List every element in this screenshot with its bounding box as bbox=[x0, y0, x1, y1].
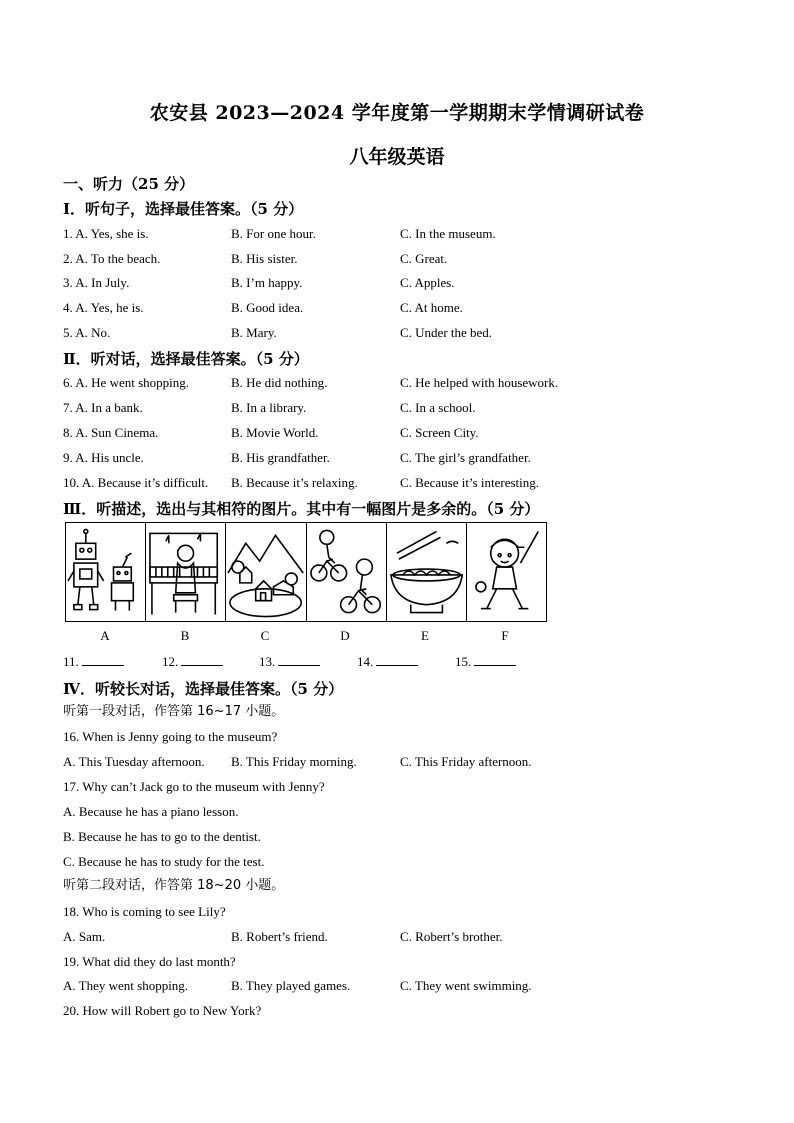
q19-option-c: C. They went swimming. bbox=[400, 978, 532, 993]
q5-option-a: 5. A. No. bbox=[63, 325, 111, 340]
q1-option-c: C. In the museum. bbox=[400, 226, 496, 241]
exam-title: 农安县 2023—2024 学年度第一学期期末学情调研试卷 bbox=[149, 102, 645, 124]
blank-label: 12. bbox=[162, 654, 179, 669]
q6-option-b: B. He did nothing. bbox=[231, 375, 328, 390]
q6-option-a: 6. A. He went shopping. bbox=[63, 375, 190, 390]
q4-option-b: B. Good idea. bbox=[231, 300, 304, 315]
blank-label: 14. bbox=[357, 654, 374, 669]
q8-option-b: B. Movie World. bbox=[231, 425, 319, 440]
q3-option-a: 3. A. In July. bbox=[63, 275, 130, 290]
picture-piano bbox=[146, 523, 226, 621]
q16-option-b: B. This Friday morning. bbox=[231, 754, 357, 769]
section-1-heading: Ⅰ．听句子，选择最佳答案。（5 分） bbox=[63, 200, 304, 218]
picture-letters bbox=[65, 628, 545, 644]
section-4-heading: Ⅳ．听较长对话，选择最佳答案。（5 分） bbox=[63, 680, 344, 698]
picture-letter-a: A bbox=[100, 628, 110, 643]
dialogue-1-intro: 听第一段对话，作答第 16~17 小题。 bbox=[63, 704, 285, 719]
answer-blank-14[interactable] bbox=[357, 653, 418, 670]
exam-subtitle: 八年级英语 bbox=[349, 146, 445, 168]
dialogue-2-intro: 听第二段对话，作答第 18~20 小题。 bbox=[63, 878, 285, 893]
q7-option-a: 7. A. In a bank. bbox=[63, 400, 143, 415]
section-2-heading: Ⅱ．听对话，选择最佳答案。（5 分） bbox=[63, 350, 309, 368]
q5-option-c: C. Under the bed. bbox=[400, 325, 493, 340]
picture-noodles bbox=[387, 523, 467, 621]
q19-stem: 19. What did they do last month? bbox=[63, 954, 236, 969]
answer-blank-12[interactable] bbox=[162, 653, 223, 670]
q10-option-a: 10. A. Because it’s difficult. bbox=[63, 475, 209, 490]
q2-option-a: 2. A. To the beach. bbox=[63, 251, 161, 266]
q17-stem: 17. Why can’t Jack go to the museum with Jenny? bbox=[63, 779, 325, 794]
answer-blank-11[interactable] bbox=[63, 653, 124, 670]
picture-cycling bbox=[307, 523, 387, 621]
q3-option-b: B. I’m happy. bbox=[231, 275, 303, 290]
picture-robots bbox=[66, 523, 146, 621]
part-listening-heading: 一、听力（25 分） bbox=[63, 175, 195, 193]
q18-option-c: C. Robert’s brother. bbox=[400, 929, 503, 944]
q8-option-a: 8. A. Sun Cinema. bbox=[63, 425, 159, 440]
q10-option-c: C. Because it’s interesting. bbox=[400, 475, 540, 490]
q7-option-c: C. In a school. bbox=[400, 400, 476, 415]
blank-label: 13. bbox=[259, 654, 276, 669]
q7-option-b: B. In a library. bbox=[231, 400, 307, 415]
q18-stem: 18. Who is coming to see Lily? bbox=[63, 904, 226, 919]
picture-letter-c: C bbox=[260, 628, 270, 643]
picture-letter-f: F bbox=[501, 628, 509, 643]
q10-option-b: B. Because it’s relaxing. bbox=[231, 475, 358, 490]
picture-letter-d: D bbox=[340, 628, 350, 643]
q4-option-c: C. At home. bbox=[400, 300, 463, 315]
q3-option-c: C. Apples. bbox=[400, 275, 455, 290]
q18-option-a: A. Sam. bbox=[63, 929, 106, 944]
picture-baseball bbox=[467, 523, 546, 621]
q18-option-b: B. Robert’s friend. bbox=[231, 929, 328, 944]
picture-village bbox=[226, 523, 306, 621]
q2-option-c: C. Great. bbox=[400, 251, 448, 266]
blank-label: 15. bbox=[455, 654, 472, 669]
q1-option-b: B. For one hour. bbox=[231, 226, 316, 241]
section-3-heading: Ⅲ．听描述，选出与其相符的图片。其中有一幅图片是多余的。（5 分） bbox=[63, 500, 540, 518]
blank-label: 11. bbox=[63, 654, 79, 669]
q8-option-c: C. Screen City. bbox=[400, 425, 479, 440]
q9-option-c: C. The girl’s grandfather. bbox=[400, 450, 531, 465]
q1-option-a: 1. A. Yes, she is. bbox=[63, 226, 149, 241]
q5-option-b: B. Mary. bbox=[231, 325, 277, 340]
q19-option-a: A. They went shopping. bbox=[63, 978, 189, 993]
q16-stem: 16. When is Jenny going to the museum? bbox=[63, 729, 278, 744]
q16-option-c: C. This Friday afternoon. bbox=[400, 754, 532, 769]
q16-option-a: A. This Tuesday afternoon. bbox=[63, 754, 205, 769]
answer-blank-15[interactable] bbox=[455, 653, 516, 670]
q6-option-c: C. He helped with housework. bbox=[400, 375, 559, 390]
q2-option-b: B. His sister. bbox=[231, 251, 298, 266]
q17-option-c: C. Because he has to study for the test. bbox=[63, 854, 265, 869]
picture-letter-e: E bbox=[421, 628, 429, 643]
q9-option-a: 9. A. His uncle. bbox=[63, 450, 144, 465]
q19-option-b: B. They played games. bbox=[231, 978, 351, 993]
q17-option-b: B. Because he has to go to the dentist. bbox=[63, 829, 261, 844]
q4-option-a: 4. A. Yes, he is. bbox=[63, 300, 144, 315]
q17-option-a: A. Because he has a piano lesson. bbox=[63, 804, 239, 819]
q20-stem: 20. How will Robert go to New York? bbox=[63, 1003, 262, 1018]
answer-blank-13[interactable] bbox=[259, 653, 320, 670]
picture-letter-b: B bbox=[180, 628, 190, 643]
q9-option-b: B. His grandfather. bbox=[231, 450, 330, 465]
picture-strip bbox=[65, 522, 547, 622]
